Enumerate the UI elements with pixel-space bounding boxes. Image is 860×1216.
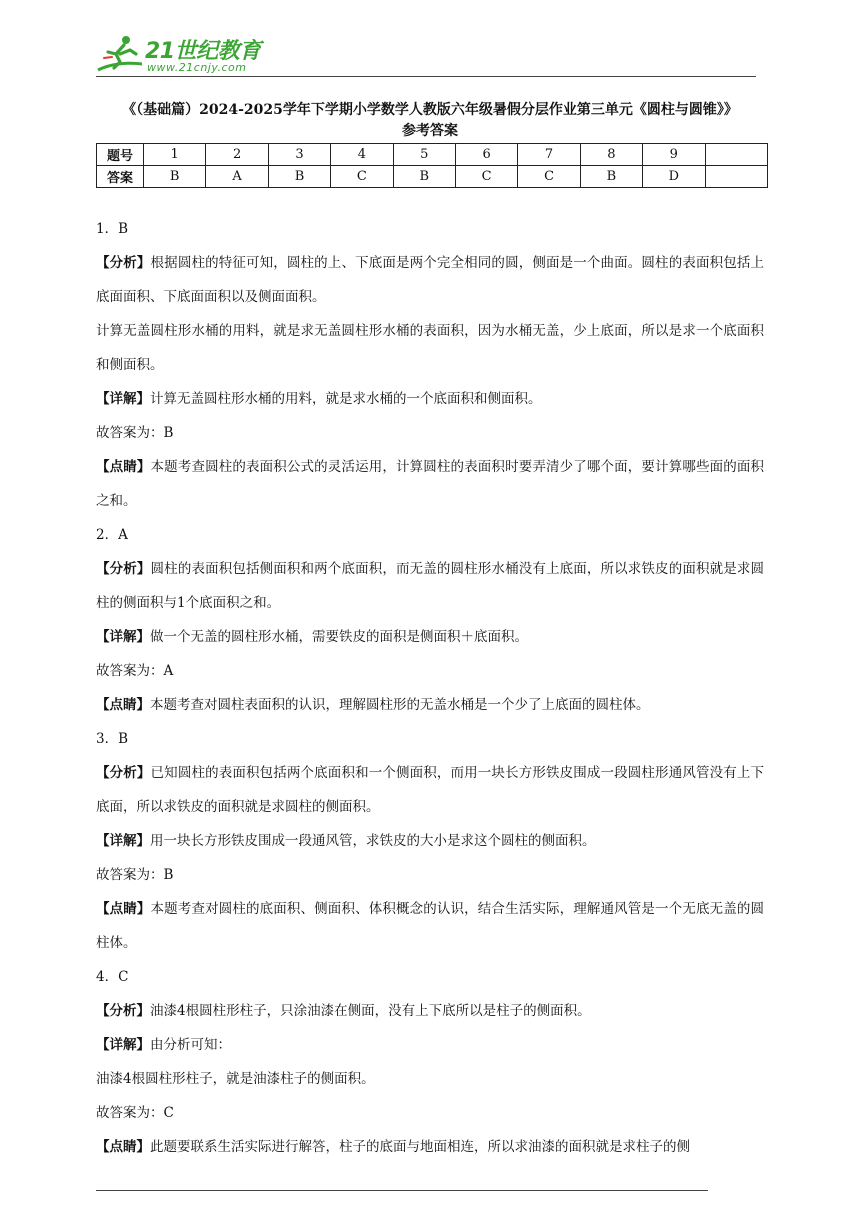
paragraph-text: 此题要联系生活实际进行解答，柱子的底面与地面相连，所以求油漆的面积就是求柱子的侧 (150, 1139, 690, 1155)
paragraph (96, 450, 764, 518)
section-tag: 【详解】 (96, 629, 150, 645)
section-tag: 【点睛】 (96, 1139, 150, 1155)
section-tag: 【详解】 (96, 833, 150, 849)
number-cell: 7 (518, 144, 580, 166)
answer-explanations (96, 212, 764, 1164)
answer-cell: C (518, 166, 580, 188)
number-cell: 5 (393, 144, 455, 166)
number-cell (705, 144, 767, 166)
section-tag: 【分析】 (96, 765, 151, 781)
paragraph-text: 已知圆柱的表面积包括两个底面积和一个侧面积，而用一块长方形铁皮围成一段圆柱形通风管没有上下底面，所以求铁皮的面积就是求圆柱的侧面积。 (96, 765, 765, 815)
paragraph (96, 552, 764, 620)
paragraph-text: 故答案为：B (96, 867, 174, 883)
answer-table (96, 143, 768, 188)
number-cell: 4 (331, 144, 393, 166)
site-logo (96, 34, 266, 78)
answer-cell: A (206, 166, 268, 188)
paragraph-text: 本题考查对圆柱的底面积、侧面积、体积概念的认识，结合生活实际，理解通风管是一个无底无盖的圆柱体。 (96, 901, 765, 951)
section-tag: 【详解】 (96, 391, 150, 407)
answer-cell: B (580, 166, 642, 188)
paragraph (96, 824, 764, 858)
paragraph-text: 故答案为：C (96, 1105, 174, 1121)
paragraph (96, 654, 764, 688)
paragraph-text: 故答案为：A (96, 663, 174, 679)
paragraph (96, 620, 764, 654)
section-tag: 【分析】 (96, 255, 151, 271)
answer-cell: B (268, 166, 330, 188)
item-heading: 1．B (96, 221, 129, 237)
item-heading: 2．A (96, 527, 128, 543)
paragraph-text: 本题考查圆柱的表面积公式的灵活运用，计算圆柱的表面积时要弄清少了哪个面，要计算哪些面的面积之和。 (96, 459, 765, 509)
answer-cell: C (331, 166, 393, 188)
paragraph-text: 由分析可知： (150, 1037, 231, 1053)
row-label-number: 题号 (97, 144, 144, 166)
number-cell: 8 (580, 144, 642, 166)
section-tag: 【分析】 (96, 1003, 150, 1019)
number-cell: 2 (206, 144, 268, 166)
answer-cell: D (643, 166, 705, 188)
section-tag: 【点睛】 (96, 459, 151, 475)
header-divider (96, 76, 756, 77)
paragraph (96, 688, 764, 722)
paragraph-text: 油漆4根圆柱形柱子，就是油漆柱子的侧面积。 (96, 1071, 375, 1087)
logo-title: 21世纪教育 (145, 39, 261, 64)
footer-divider (96, 1190, 708, 1191)
document-title: 《（基础篇）2024-2025学年下学期小学数学人教版六年级暑假分层作业第三单元《圆柱与圆锥》》 (122, 102, 738, 118)
item-heading: 3．B (96, 731, 129, 747)
answer-cell: C (455, 166, 517, 188)
number-cell: 1 (144, 144, 206, 166)
logo-url: www.21cnjy.com (147, 61, 247, 74)
runner-logo-icon (96, 34, 144, 74)
paragraph-text: 圆柱的表面积包括侧面积和两个底面积，而无盖的圆柱形水桶没有上底面，所以求铁皮的面积就是求圆柱的侧面积与1个底面积之和。 (96, 561, 765, 611)
paragraph (96, 1028, 764, 1062)
section-tag: 【详解】 (96, 1037, 150, 1053)
number-cell: 6 (455, 144, 517, 166)
page-header (0, 0, 860, 80)
paragraph (96, 756, 764, 824)
number-cell: 9 (643, 144, 705, 166)
paragraph-text: 计算无盖圆柱形水桶的用料，就是求无盖圆柱形水桶的表面积，因为水桶无盖，少上底面，所以是求一个底面积和侧面积。 (96, 323, 764, 373)
section-tag: 【点睛】 (96, 697, 150, 713)
answer-row (97, 166, 768, 188)
paragraph (96, 382, 764, 416)
document-subtitle: 参考答案 (402, 123, 458, 139)
paragraph-text: 计算无盖圆柱形水桶的用料，就是求水桶的一个底面积和侧面积。 (150, 391, 542, 407)
answer-cell: B (144, 166, 206, 188)
paragraph (96, 314, 764, 382)
answer-cell: B (393, 166, 455, 188)
question-number-row (97, 144, 768, 166)
paragraph (96, 1062, 764, 1096)
paragraph (96, 1096, 764, 1130)
paragraph-text: 本题考查对圆柱表面积的认识，理解圆柱形的无盖水桶是一个少了上底面的圆柱体。 (150, 697, 650, 713)
paragraph (96, 994, 764, 1028)
paragraph (96, 1130, 764, 1164)
paragraph (96, 416, 764, 450)
answer-cell (705, 166, 767, 188)
section-tag: 【点睛】 (96, 901, 151, 917)
paragraph-text: 用一块长方形铁皮围成一段通风管，求铁皮的大小是求这个圆柱的侧面积。 (150, 833, 596, 849)
paragraph (96, 246, 764, 314)
number-cell: 3 (268, 144, 330, 166)
paragraph-text: 做一个无盖的圆柱形水桶，需要铁皮的面积是侧面积＋底面积。 (150, 629, 528, 645)
section-tag: 【分析】 (96, 561, 151, 577)
paragraph (96, 858, 764, 892)
paragraph-text: 根据圆柱的特征可知，圆柱的上、下底面是两个完全相同的圆，侧面是一个曲面。圆柱的表面积包括上底面面积、下底面面积以及侧面面积。 (96, 255, 765, 305)
paragraph-text: 油漆4根圆柱形柱子，只涂油漆在侧面，没有上下底所以是柱子的侧面积。 (150, 1003, 591, 1019)
paragraph-text: 故答案为：B (96, 425, 174, 441)
row-label-answer: 答案 (97, 166, 144, 188)
item-heading: 4．C (96, 969, 129, 985)
paragraph (96, 892, 764, 960)
